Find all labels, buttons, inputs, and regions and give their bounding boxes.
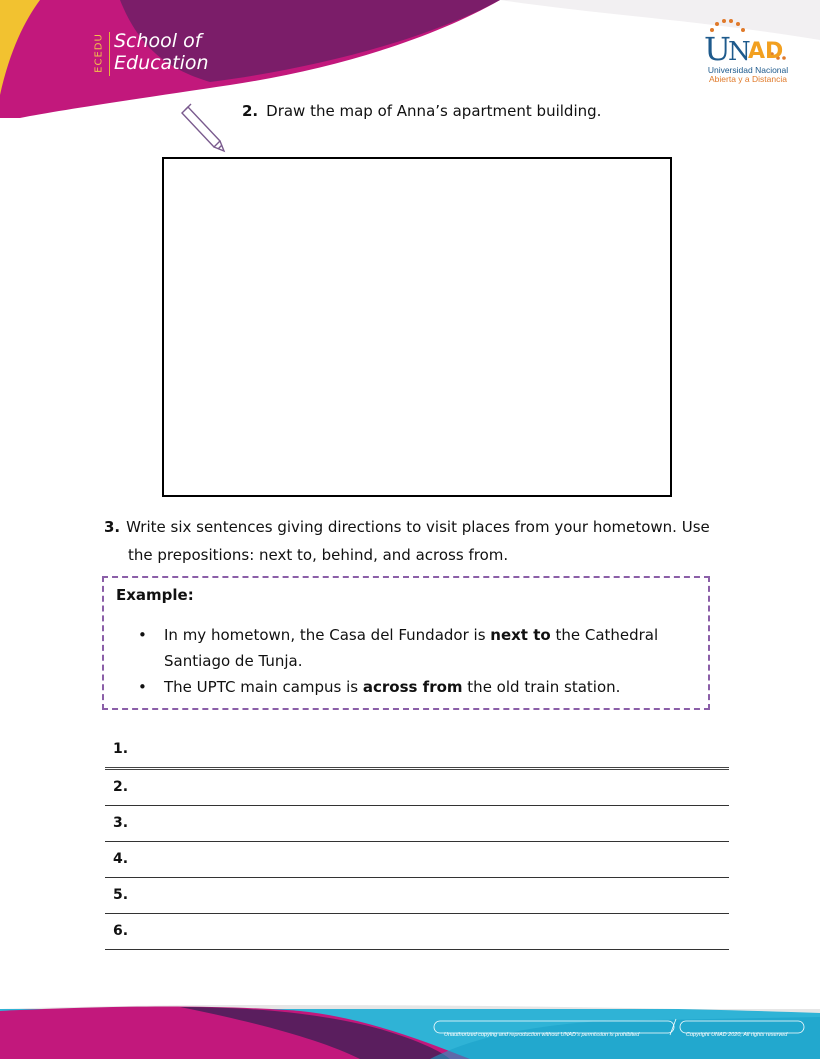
logo-subtitle bbox=[700, 66, 796, 84]
answer-line-number: 3. bbox=[113, 815, 129, 831]
answer-line-1[interactable] bbox=[105, 732, 729, 770]
example-list bbox=[116, 622, 686, 700]
answer-line-3[interactable] bbox=[105, 806, 729, 842]
pencil-icon bbox=[178, 103, 228, 155]
school-of-education-title bbox=[114, 30, 209, 74]
answer-line-5[interactable] bbox=[105, 878, 729, 914]
question-2-number: 2. bbox=[242, 102, 259, 120]
footer-copyright: Copyright UNAD 2020, All rights reserved bbox=[686, 1032, 788, 1038]
example-item-1-text: In my hometown, the Casa del Fundador is bbox=[164, 626, 491, 644]
logo-subtitle-line-1: Universidad Nacional bbox=[707, 65, 789, 75]
school-line-1: School of bbox=[114, 30, 202, 52]
question-3-line-1: Write six sentences giving directions to visit places from your hometown. Use bbox=[126, 518, 710, 536]
footer-notice: Unauthorized copying and reproduction without UNAD’s permission is prohibited bbox=[444, 1032, 640, 1038]
ecedu-side-label: ECEDU bbox=[93, 33, 105, 73]
answer-line-number: 6. bbox=[113, 923, 129, 939]
answer-line-number: 5. bbox=[113, 887, 129, 903]
question-2-text: Draw the map of Anna’s apartment building. bbox=[266, 102, 602, 120]
example-box bbox=[102, 576, 710, 710]
logo-letters-ad: AD bbox=[748, 39, 784, 64]
answer-line-number: 1. bbox=[113, 741, 129, 757]
header-divider bbox=[109, 32, 110, 76]
example-item bbox=[116, 622, 686, 674]
example-item-2-rest: the old train station. bbox=[462, 678, 621, 696]
example-item-1-bold: next to bbox=[490, 626, 551, 644]
example-item-2-bold: across from bbox=[362, 678, 463, 696]
answer-lines bbox=[105, 732, 729, 950]
answer-line-number: 2. bbox=[113, 779, 129, 795]
logo-letter-n: N bbox=[728, 37, 751, 67]
school-line-2: Education bbox=[114, 52, 209, 74]
question-3-number: 3. bbox=[104, 518, 121, 536]
question-2 bbox=[242, 102, 601, 120]
logo-subtitle-line-2: Abierta y a Distancia bbox=[709, 74, 787, 84]
answer-line-2[interactable] bbox=[105, 770, 729, 806]
answer-line-4[interactable] bbox=[105, 842, 729, 878]
example-item bbox=[116, 674, 686, 700]
answer-line-number: 4. bbox=[113, 851, 129, 867]
footer-banner bbox=[0, 999, 820, 1059]
example-item-1-rest: the Cathedral Santiago de Tunja. bbox=[164, 626, 659, 670]
example-item-2-text: The UPTC main campus is bbox=[164, 678, 363, 696]
question-3-line-2: the prepositions: next to, behind, and across from. bbox=[128, 546, 509, 564]
answer-line-6[interactable] bbox=[105, 914, 729, 950]
question-3 bbox=[104, 513, 724, 569]
map-drawing-area[interactable] bbox=[162, 157, 672, 497]
logo-letter-u: U bbox=[704, 30, 731, 68]
example-title: Example: bbox=[116, 586, 194, 604]
